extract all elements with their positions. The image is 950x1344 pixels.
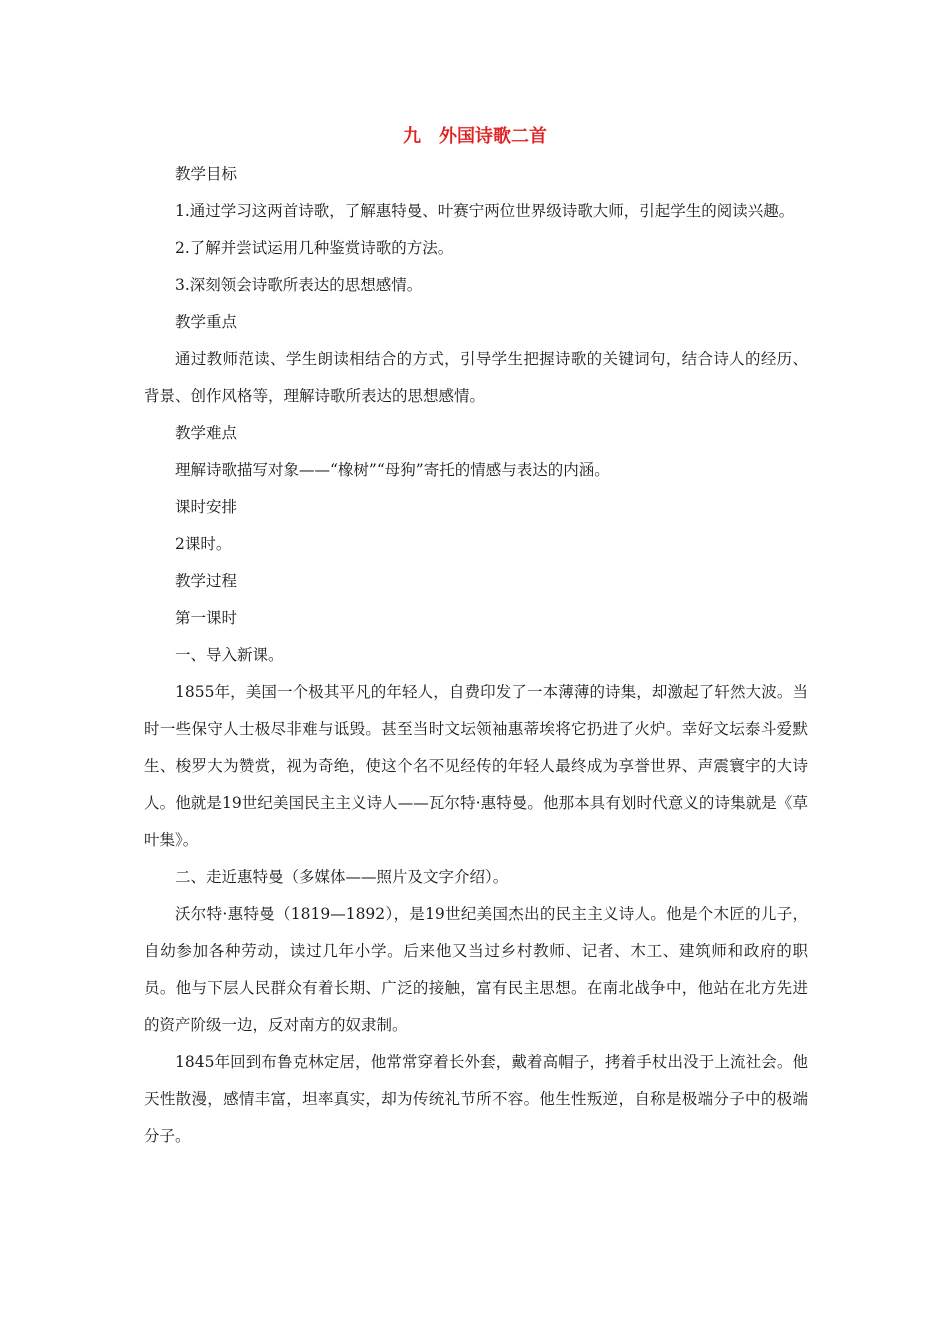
heading-difficulties: 教学难点 xyxy=(175,424,238,442)
section-whitman: 二、走近惠特曼（多媒体——照片及文字介绍）。 xyxy=(175,868,509,886)
whitman-bio-paragraph: 沃尔特·惠特曼（1819—1892），是19世纪美国杰出的民主主义诗人。他是个木匠的儿子，自幼参加各种劳动，读过几年小学。后来他又当过乡村教师、记者、木工、建筑师和政府的职员。他与下层人民群众有着长期、广泛的接触，富有民主思想。在南北战争中，他站在北方先进的资产阶级一边，反对南方的奴隶制。 xyxy=(144,905,808,1034)
schedule-paragraph: 2课时。 xyxy=(175,535,232,553)
goal-item-2: 2.了解并尝试运用几种鉴赏诗歌的方法。 xyxy=(175,239,454,257)
document-title: 九 外国诗歌二首 xyxy=(403,126,547,147)
document-body xyxy=(144,156,808,1155)
intro-paragraph: 1855年，美国一个极其平凡的年轻人，自费印发了一本薄薄的诗集，却激起了轩然大波。当时一些保守人士极尽非难与诋毁。甚至当时文坛领袖惠蒂埃将它扔进了火炉。幸好文坛泰斗爱默生、梭罗大为赞赏，视为奇绝，使这个名不见经传的年轻人最终成为享誉世界、声震寰宇的大诗人。他就是19世纪美国民主主义诗人——瓦尔特·惠特曼。他那本具有划时代意义的诗集就是《草叶集》。 xyxy=(144,683,808,849)
goal-item-1: 1.通过学习这两首诗歌，了解惠特曼、叶赛宁两位世界级诗歌大师，引起学生的阅读兴趣。 xyxy=(175,202,795,220)
section-intro: 一、导入新课。 xyxy=(175,646,284,664)
heading-first-lesson: 第一课时 xyxy=(175,609,238,627)
difficulties-paragraph: 理解诗歌描写对象——“橡树”“母狗”寄托的情感与表达的内涵。 xyxy=(175,461,610,479)
whitman-life-paragraph: 1845年回到布鲁克林定居，他常常穿着长外套，戴着高帽子，拷着手杖出没于上流社会。他天性散漫，感情丰富，坦率真实，却为传统礼节所不容。他生性叛逆，自称是极端分子中的极端分子。 xyxy=(144,1053,808,1145)
goal-item-3: 3.深刻领会诗歌所表达的思想感情。 xyxy=(175,276,423,294)
heading-schedule: 课时安排 xyxy=(175,498,238,516)
heading-key-points: 教学重点 xyxy=(175,313,238,331)
heading-teaching-goals: 教学目标 xyxy=(175,165,238,183)
heading-process: 教学过程 xyxy=(175,572,238,590)
key-points-paragraph: 通过教师范读、学生朗读相结合的方式，引导学生把握诗歌的关键词句，结合诗人的经历、背景、创作风格等，理解诗歌所表达的思想感情。 xyxy=(144,350,808,405)
